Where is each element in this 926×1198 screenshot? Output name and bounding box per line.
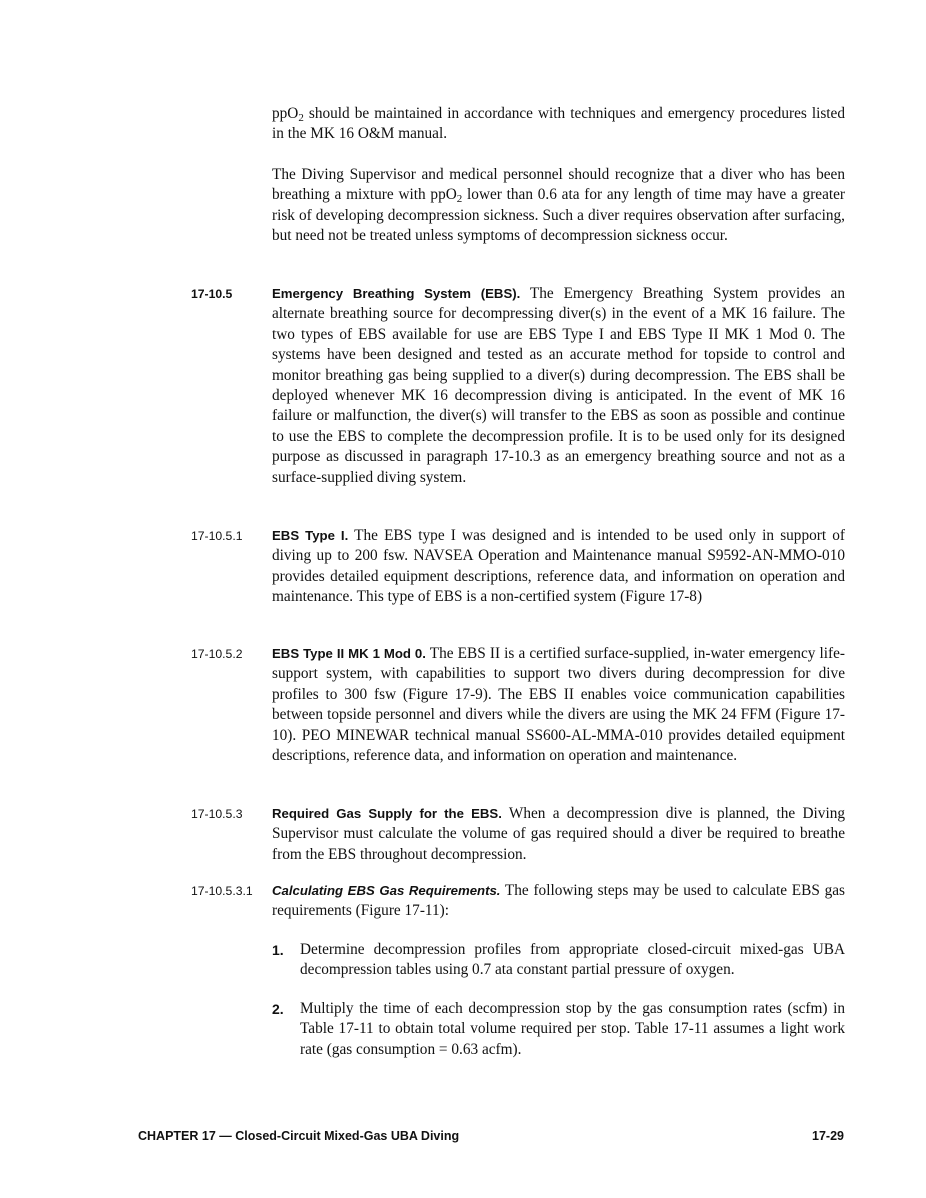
section-number: 17-10.5.3 — [191, 807, 243, 821]
footer-page-number: 17-29 — [812, 1129, 844, 1143]
intro-paragraph-1 — [272, 104, 845, 145]
section-number: 17-10.5.1 — [191, 529, 243, 543]
subscript-2: 2 — [456, 193, 463, 206]
step-text: Determine decompression profiles from appropriate closed-circuit mixed-gas UBA decompression tables using 0.7 ata constant partial pressure of oxygen. — [300, 941, 845, 979]
step-number: 1. — [272, 942, 284, 958]
section-body: The following steps may be used to calculate EBS gas requirements (Figure 17-11): — [272, 882, 845, 920]
section-body: The Emergency Breathing System provides an alternate breathing source for decompressing diver(s) in the event of a MK 16 failure. The two types of EBS available for use are EBS Type I and EBS Type II MK 1 Mod 0. The systems have been designed and tested as an accurate method for topside to control and monitor breathing gas being supplied to a diver(s) during decompression. The EBS shall be deployed whenever MK 16 decompression diving is anticipated. In the event of MK 16 failure or malfunction, the diver(s) will transfer to the EBS as soon as possible and continue to use the EBS to complete the decompression profile. It is to be used only for its designed purpose as discussed in paragraph 17-10.3 as an emergency breathing source and not as a surface-supplied diving system. — [272, 285, 845, 486]
ppo2-text: ppO — [272, 105, 299, 122]
section-heading: Required Gas Supply for the EBS. — [272, 806, 502, 821]
section-body: When a decompression dive is planned, the Diving Supervisor must calculate the volume of gas required should a diver be required to breathe from the EBS throughout decompression. — [272, 805, 845, 863]
subscript-2: 2 — [298, 112, 304, 124]
section-ebs-type-1 — [272, 526, 845, 608]
intro-paragraph-2 — [272, 165, 845, 247]
paragraph-text: lower than 0.6 ata for any length of time may have a greater risk of developing decompression sickness. Such a diver requires observation after surfacing, but need not be treated unless symptoms of decompression sickness occur. — [272, 186, 845, 245]
section-number: 17-10.5.3.1 — [191, 884, 253, 898]
section-gas-supply — [272, 804, 845, 865]
section-body: The EBS type I was designed and is intended to be used only in support of diving up to 200 fsw. NAVSEA Operation and Maintenance manual S9592-AN-MMO-010 provides detailed equipment descriptions, reference data, and information on operation and maintenance. This type of EBS is a non-certified system (Figure 17-8) — [272, 527, 845, 606]
paragraph-text: should be maintained in accordance with techniques and emergency procedures listed in the MK 16 O&M manual. — [272, 105, 845, 143]
section-body: The EBS II is a certified surface-supplied, in-water emergency life-support system, with capabilities to support two divers during decompression for dive profiles to 300 fsw (Figure 17-9). The EBS II enables voice communication capabilities between topside personnel and divers while the divers are using the MK 24 FFM (Figure 17-10). PEO MINEWAR technical manual SS600-AL-MMA-010 provides detailed equipment descriptions, reference data, and information on operation and maintenance. — [272, 645, 845, 765]
section-heading: Emergency Breathing System (EBS). — [272, 286, 521, 301]
section-number: 17-10.5.2 — [191, 647, 243, 661]
section-calculating-gas — [272, 881, 845, 922]
section-number: 17-10.5 — [191, 287, 233, 301]
step-text: Multiply the time of each decompression stop by the gas consumption rates (scfm) in Table 17-11 to obtain total volume required per stop. Table 17-11 assumes a light work rate (gas consumption = 0.63 acfm). — [300, 1000, 845, 1058]
footer-chapter-title: CHAPTER 17 — Closed-Circuit Mixed-Gas UBA Diving — [138, 1129, 460, 1143]
section-heading: EBS Type I. — [272, 528, 349, 543]
section-heading: Calculating EBS Gas Requirements. — [272, 883, 501, 898]
section-ebs-type-2 — [272, 644, 845, 766]
step-number: 2. — [272, 1001, 284, 1017]
paragraph-text: The Diving Supervisor and medical personnel should recognize that a diver who has been breathing a mixture with ppO — [272, 166, 845, 204]
section-ebs — [272, 284, 845, 488]
section-heading: EBS Type II MK 1 Mod 0. — [272, 646, 426, 661]
